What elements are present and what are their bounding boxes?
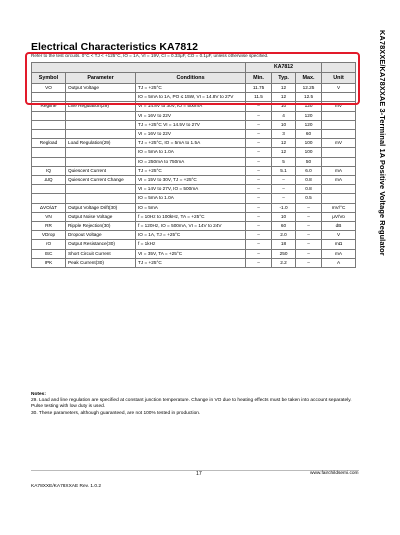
typ-cell: 10	[272, 212, 296, 221]
table-row	[32, 203, 356, 212]
table-row	[32, 222, 356, 231]
max-cell: –	[296, 258, 322, 267]
table-row	[32, 120, 356, 129]
parameter-cell	[66, 157, 136, 166]
section-title: Electrical Characteristics KA7812	[31, 41, 198, 53]
header-symbol: Symbol	[32, 73, 66, 84]
parameter-cell: Quiescent Current	[66, 166, 136, 175]
conditions-cell: TJ = +25°C	[136, 84, 246, 93]
max-cell: –	[296, 212, 322, 221]
typ-cell: 3	[272, 130, 296, 139]
note-30: 30. These parameters, although guaranteed, are not 100% tested in production.	[31, 410, 201, 416]
parameter-cell	[66, 185, 136, 194]
unit-cell: mA	[322, 166, 356, 175]
symbol-cell: ΔIQ	[32, 176, 66, 185]
symbol-cell: VN	[32, 212, 66, 221]
min-cell: –	[246, 258, 272, 267]
max-cell: 60	[296, 130, 322, 139]
unit-cell: mA	[322, 176, 356, 185]
table-row	[32, 111, 356, 120]
max-cell: –	[296, 203, 322, 212]
min-cell: –	[246, 148, 272, 157]
symbol-cell	[32, 130, 66, 139]
min-cell: 11.5	[246, 93, 272, 102]
unit-cell: mΩ	[322, 240, 356, 249]
test-conditions-line: Refer to the test circuits. 0°C < TJ < +125°C, IO = 1A, VI = 19V, CI = 0.33μF, CO = 0.1μF, unless otherwise specified.	[31, 53, 269, 58]
typ-cell: 18	[272, 240, 296, 249]
side-title-text: KA78XXE/KA78XXAE 3-Terminal 1A Positive Voltage Regulator	[378, 30, 387, 256]
min-cell: –	[246, 249, 272, 258]
note-29: 29. Load and line regulation are specified at constant junction temperature. Change in VO due to heating effects must be taken into account separately. Pulse testing with low duty is used.	[31, 398, 352, 410]
typ-cell: 60	[272, 222, 296, 231]
header-min: Min.	[246, 73, 272, 84]
conditions-cell: VI = 14.8V to 30V, IO = 500mA	[136, 102, 246, 111]
unit-cell: mV	[322, 139, 356, 148]
symbol-cell	[32, 120, 66, 129]
table-row	[32, 130, 356, 139]
max-cell: –	[296, 222, 322, 231]
table-row	[32, 185, 356, 194]
parameter-cell: Output Noise Voltage	[66, 212, 136, 221]
conditions-cell: TJ = +25°C	[136, 258, 246, 267]
typ-cell: 5	[272, 157, 296, 166]
typ-cell: –	[272, 185, 296, 194]
min-cell: –	[246, 120, 272, 129]
conditions-cell: f = 1kHz	[136, 240, 246, 249]
unit-cell: V	[322, 231, 356, 240]
typ-cell: 10	[272, 120, 296, 129]
min-cell: –	[246, 231, 272, 240]
max-cell: 50	[296, 157, 322, 166]
symbol-cell: IPK	[32, 258, 66, 267]
max-cell: –	[296, 249, 322, 258]
unit-cell: mA	[322, 249, 356, 258]
header-conditions: Conditions	[136, 73, 246, 84]
parameter-cell: Output Resistance(30)	[66, 240, 136, 249]
symbol-cell: VO	[32, 84, 66, 93]
table-row	[32, 157, 356, 166]
typ-cell: 2.2	[272, 258, 296, 267]
unit-cell	[322, 185, 356, 194]
parameter-cell	[66, 148, 136, 157]
page-number: 17	[196, 471, 202, 477]
conditions-cell: f = 120Hz, IO = 500mA, VI = 14V to 24V	[136, 222, 246, 231]
unit-cell	[322, 157, 356, 166]
table-row	[32, 139, 356, 148]
symbol-cell	[32, 185, 66, 194]
min-cell: –	[246, 102, 272, 111]
typ-cell: 12	[272, 139, 296, 148]
parameter-cell: Dropout Voltage	[66, 231, 136, 240]
max-cell: 120	[296, 102, 322, 111]
unit-cell: A	[322, 258, 356, 267]
conditions-cell: IO = 5mA to 1.0A	[136, 194, 246, 203]
typ-cell: 12	[272, 84, 296, 93]
symbol-cell: rO	[32, 240, 66, 249]
conditions-cell: TJ = +25°C VI = 14.5V to 27V	[136, 120, 246, 129]
max-cell: 0.8	[296, 176, 322, 185]
highlight-box	[25, 52, 360, 105]
parameter-cell: Peak Current(30)	[66, 258, 136, 267]
conditions-cell: f = 10Hz to 100kHz, TA = +25°C	[136, 212, 246, 221]
parameter-cell: Short Circuit Current	[66, 249, 136, 258]
max-cell: 100	[296, 139, 322, 148]
unit-cell	[322, 120, 356, 129]
min-cell: –	[246, 240, 272, 249]
typ-cell: 2.0	[272, 231, 296, 240]
symbol-cell	[32, 148, 66, 157]
max-cell: 120	[296, 111, 322, 120]
min-cell: –	[246, 157, 272, 166]
unit-cell: μV/Vo	[322, 212, 356, 221]
conditions-cell: IO = 5mA to 1.0A	[136, 148, 246, 157]
conditions-cell: VI = 35V, TA = +25°C	[136, 249, 246, 258]
max-cell: 0.5	[296, 194, 322, 203]
max-cell: 6.0	[296, 166, 322, 175]
table-row	[32, 176, 356, 185]
unit-cell	[322, 194, 356, 203]
symbol-cell: Regload	[32, 139, 66, 148]
symbol-cell: RR	[32, 222, 66, 231]
min-cell: –	[246, 185, 272, 194]
conditions-cell: IO = 1A, TJ = +25°C	[136, 231, 246, 240]
table-row	[32, 166, 356, 175]
symbol-cell: ISC	[32, 249, 66, 258]
document-revision: KA78XXE/KA78XXAE Rev. 1.0.2	[31, 484, 102, 489]
table-row	[32, 231, 356, 240]
typ-cell: 12	[272, 93, 296, 102]
typ-cell: 4	[272, 111, 296, 120]
parameter-cell	[66, 194, 136, 203]
symbol-cell: ΔVO/ΔT	[32, 203, 66, 212]
max-cell: 0.8	[296, 185, 322, 194]
min-cell: –	[246, 166, 272, 175]
parameter-cell: Output Voltage Drift(30)	[66, 203, 136, 212]
min-cell: –	[246, 130, 272, 139]
notes-heading: Notes:	[31, 392, 46, 397]
unit-cell: mV/°C	[322, 203, 356, 212]
header-parameter: Parameter	[66, 73, 136, 84]
conditions-cell: VI = 16V to 22V	[136, 111, 246, 120]
conditions-cell: VI = 15V to 30V, TJ = +25°C	[136, 176, 246, 185]
min-cell: –	[246, 222, 272, 231]
table-row	[32, 194, 356, 203]
max-cell: 12.5	[296, 93, 322, 102]
conditions-cell: TJ = +25°C	[136, 166, 246, 175]
notes-block	[31, 392, 361, 417]
symbol-cell	[32, 194, 66, 203]
conditions-cell: VI = 16V to 22V	[136, 130, 246, 139]
symbol-cell	[32, 111, 66, 120]
min-cell: –	[246, 176, 272, 185]
typ-cell: 5.1	[272, 166, 296, 175]
max-cell: 12.25	[296, 84, 322, 93]
conditions-cell: IO = 5mA	[136, 203, 246, 212]
min-cell: –	[246, 203, 272, 212]
parameter-cell	[66, 120, 136, 129]
table-row	[32, 249, 356, 258]
min-cell: –	[246, 111, 272, 120]
unit-cell	[322, 111, 356, 120]
unit-cell	[322, 130, 356, 139]
max-cell: 120	[296, 120, 322, 129]
min-cell: 11.75	[246, 84, 272, 93]
symbol-cell	[32, 157, 66, 166]
parameter-cell: Load Regulation(29)	[66, 139, 136, 148]
typ-cell: –	[272, 194, 296, 203]
table-row	[32, 258, 356, 267]
typ-cell: 250	[272, 249, 296, 258]
header-group: KA7812	[246, 63, 322, 73]
website-link[interactable]: www.fairchildsemi.com	[310, 471, 359, 476]
symbol-cell: VDrop	[32, 231, 66, 240]
unit-cell: V	[322, 84, 356, 93]
typ-cell: -1.0	[272, 203, 296, 212]
parameter-cell	[66, 111, 136, 120]
typ-cell: 12	[272, 148, 296, 157]
min-cell: –	[246, 139, 272, 148]
typ-cell: 10	[272, 102, 296, 111]
conditions-cell: VI = 14V to 27V, IO = 500mA	[136, 185, 246, 194]
side-title	[365, 30, 395, 410]
min-cell: –	[246, 194, 272, 203]
header-unit: Unit	[322, 73, 356, 84]
max-cell: 100	[296, 148, 322, 157]
parameter-cell: Output Voltage	[66, 84, 136, 93]
symbol-cell: Regline	[32, 102, 66, 111]
parameter-cell: Line Regulation(29)	[66, 102, 136, 111]
unit-cell	[322, 148, 356, 157]
parameter-cell: Quiescent Current Change	[66, 176, 136, 185]
conditions-cell: IO = 250mA to 750mA	[136, 157, 246, 166]
symbol-cell: IQ	[32, 166, 66, 175]
table-row	[32, 148, 356, 157]
parameter-cell: Ripple Rejection(30)	[66, 222, 136, 231]
table-row	[32, 212, 356, 221]
conditions-cell: IO = 5mA to 1A, PO ≤ 15W, VI = 14.8V to 27V	[136, 93, 246, 102]
conditions-cell: TJ = +25°C, IO = 5mA to 1.5A	[136, 139, 246, 148]
parameter-cell	[66, 130, 136, 139]
max-cell: –	[296, 240, 322, 249]
table-row	[32, 240, 356, 249]
header-max: Max.	[296, 73, 322, 84]
min-cell: –	[246, 212, 272, 221]
unit-cell: mV	[322, 102, 356, 111]
max-cell: –	[296, 231, 322, 240]
header-typ: Typ.	[272, 73, 296, 84]
unit-cell: dB	[322, 222, 356, 231]
typ-cell: –	[272, 176, 296, 185]
